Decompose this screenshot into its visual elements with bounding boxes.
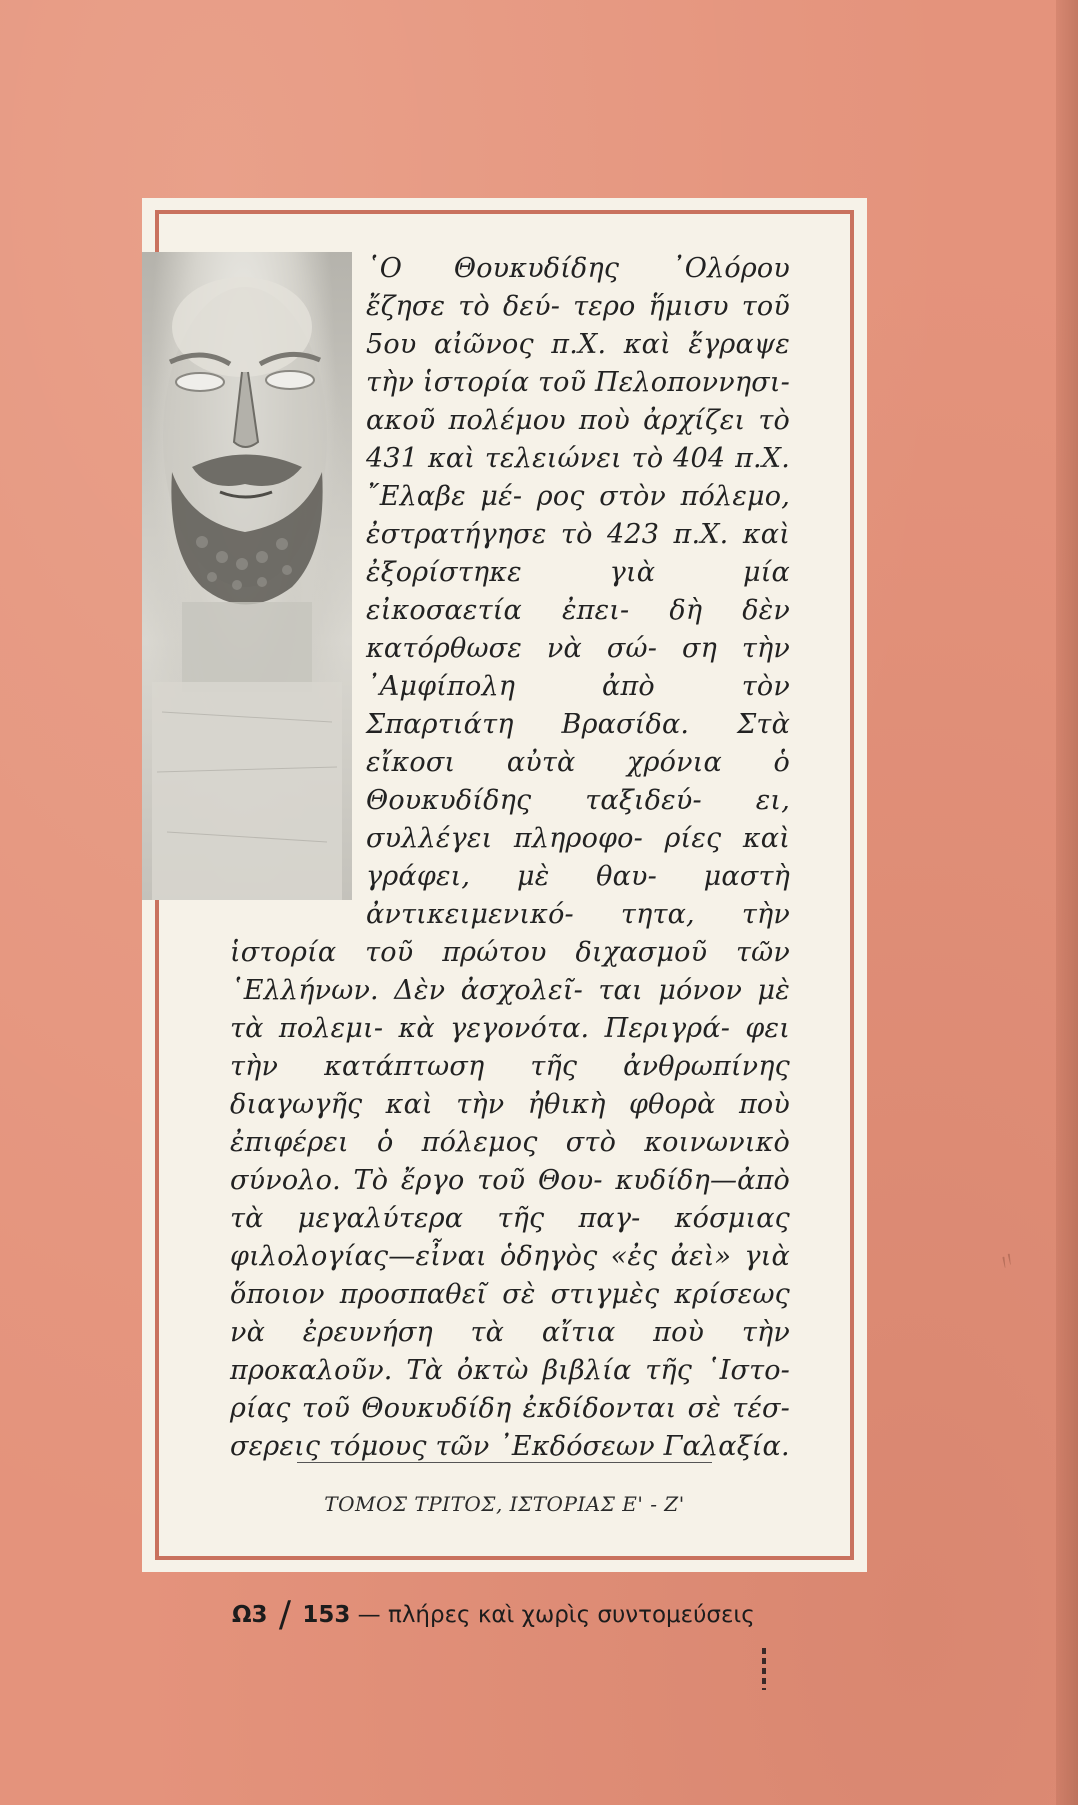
series-code: Ω3: [232, 1602, 268, 1628]
bust-illustration: [142, 252, 352, 900]
pencil-mark: 〃: [992, 1245, 1024, 1279]
cover-edge-shadow: [1056, 0, 1078, 1805]
series-number: 153: [302, 1602, 351, 1628]
blurb-paragraph: ῾Ο Θουκυδίδης ᾿Ολόρου ἔζησε τὸ δεύ- τερο ἥμισυ τοῦ 5ου αἰῶνος π.Χ. καὶ ἔγραψε τὴν ἱστορία τοῦ Πελοποννησι- ακοῦ πολέμου ποὺ ἀρχίζει τὸ 431 καὶ τελειώνει τὸ 404 π.Χ. ῎Ελαβε μέ- ρος στὸν πόλεμο, ἐστρατήγησε τὸ 423 π.Χ. καὶ ἐξορίστηκε γιὰ μία εἰκοσαετία ἐπει- δὴ δὲν κατόρθωσε νὰ σώ- ση τὴν ᾿Αμφίπολη ἀπὸ τὸν Σπαρτιάτη Βρασίδα. Στὰ εἴκοσι αὐτὰ χρόνια ὁ Θουκυδίδης ταξιδεύ- ει, συλλέγει πληροφο- ρίες καὶ γράφει, μὲ θαυ- μαστὴ ἀντικειμενικό- τητα, τὴν ἱστορία τοῦ πρώτου διχασμοῦ τῶν ῾Ελλήνων. Δὲν ἀσχολεῖ- ται μόνον μὲ τὰ πολεμι- κὰ γεγονότα. Περιγρά- φει τὴν κατάπτωση τῆς ἀνθρωπίνης διαγωγῆς καὶ τὴν ἠθικὴ φθορὰ ποὺ ἐπιφέρει ὁ πόλεμος στὸ κοινωνικὸ σύνολο. Τὸ ἔργο τοῦ Θου- κυδίδη—ἀπὸ τὰ μεγαλύτερα τῆς παγ- κόσμιας φιλολογίας—εἶναι ὁδηγὸς «ἐς ἀεὶ» γιὰ ὅποιον προσπαθεῖ σὲ στιγμὲς κρίσεως νὰ ἐρευνήση τὰ αἴτια ποὺ τὴν προκαλοῦν. Τὰ ὀκτὼ βιβλία τῆς ῾Ιστο- ρίας τοῦ Θουκυδίδη ἐκδίδονται σὲ τέσ- σερεις τόμους τῶν ᾿Εκδόσεων Γαλαξία.: [230, 253, 790, 1462]
series-line: [232, 1590, 755, 1635]
ink-mark: [762, 1648, 766, 1690]
series-note: — πλήρες καὶ χωρὶς συντομεύσεις: [357, 1602, 755, 1628]
blurb-text-block: [230, 250, 790, 1466]
blurb-panel: [142, 198, 867, 1572]
portrait-image: [142, 252, 352, 900]
volume-label: ΤΟΜΟΣ ΤΡΙΤΟΣ, ΙΣΤΟΡΙΑΣ Ε' - Ζ': [324, 1492, 685, 1516]
divider-line: [297, 1462, 712, 1463]
series-slash: /: [278, 1594, 292, 1635]
